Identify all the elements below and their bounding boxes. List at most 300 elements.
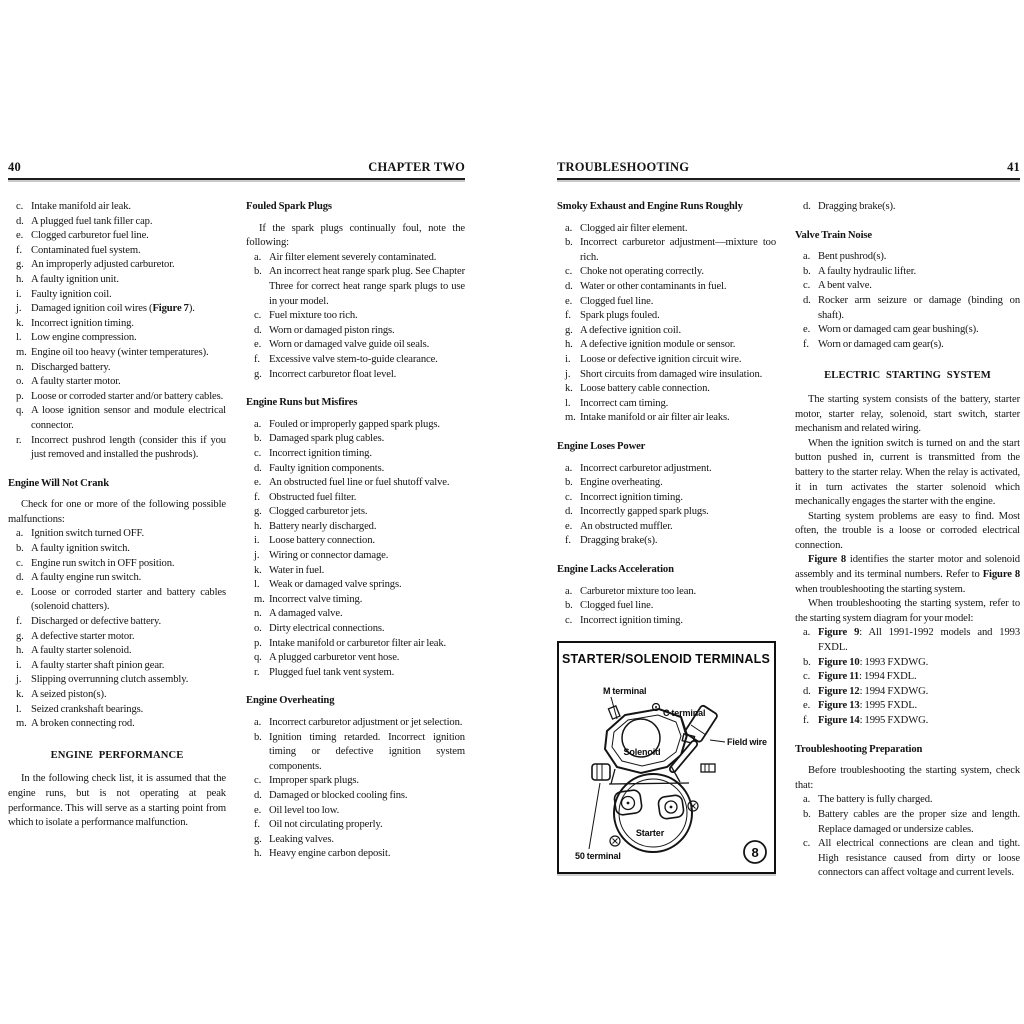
list-item	[8, 557, 226, 572]
list-item	[246, 447, 465, 462]
list-text: Engine run switch in OFF position.	[31, 557, 175, 569]
list-text: A damaged valve.	[269, 608, 343, 620]
list-text: Clogged carburetor jets.	[269, 506, 368, 518]
list-letter: r.	[16, 434, 22, 446]
list-letter: e.	[803, 700, 811, 712]
list-letter: d.	[254, 462, 262, 474]
list-item	[557, 236, 776, 265]
list-letter: b.	[254, 433, 262, 445]
list-text: Worn or damaged cam gear(s).	[818, 338, 944, 350]
list-letter: i.	[565, 353, 571, 365]
list-item	[795, 200, 1020, 215]
list-letter: b.	[16, 543, 24, 555]
list-letter: j.	[565, 368, 571, 380]
paragraph: Starting system problems are easy to find. Most often, the trouble is a loose or corroded electrical connection.	[795, 510, 1020, 551]
paragraph: Check for one or more of the following possible malfunctions:	[8, 499, 226, 525]
chapter-title: CHAPTER TWO	[368, 160, 465, 174]
subsection-heading: Engine Overheating	[246, 695, 335, 707]
list-letter: d.	[565, 506, 573, 518]
list-text: Incorrectly gapped spark plugs.	[580, 506, 709, 518]
list-text: Worn or damaged piston rings.	[269, 324, 395, 336]
list-letter: a.	[254, 418, 262, 430]
list-letter: d.	[254, 324, 262, 336]
list-letter: e.	[803, 324, 811, 336]
list-item	[246, 309, 465, 324]
list-text: Faulty ignition coil.	[31, 288, 112, 300]
list-item	[246, 491, 465, 506]
list-letter: l.	[254, 579, 260, 591]
list-item	[8, 317, 226, 332]
list-item	[795, 837, 1020, 881]
list-text: Carburetor mixture too lean.	[580, 585, 697, 597]
list-item	[246, 774, 465, 789]
list-letter: g.	[254, 368, 262, 380]
list-item	[246, 462, 465, 477]
list-item	[557, 614, 776, 629]
list-letter: a.	[803, 627, 811, 639]
list-letter: j.	[254, 550, 260, 562]
list-item	[557, 520, 776, 535]
lettered-list	[795, 250, 1020, 352]
list-item	[246, 804, 465, 819]
list-letter: b.	[565, 237, 573, 249]
subsection-heading: Smoky Exhaust and Engine Runs Roughly	[557, 201, 743, 212]
list-item	[8, 390, 226, 405]
list-letter: m.	[16, 346, 27, 358]
list-letter: a.	[565, 462, 573, 474]
starter-solenoid-diagram	[559, 643, 774, 872]
list-item	[557, 505, 776, 520]
list-item	[8, 331, 226, 346]
terminal-50-label: 50 terminal	[575, 851, 621, 862]
list-letter: d.	[565, 280, 573, 292]
list-text: Bent pushrod(s).	[818, 251, 887, 263]
lettered-list	[795, 793, 1020, 881]
right-page-column-2	[795, 200, 1020, 881]
list-item	[557, 265, 776, 280]
paragraph: Before troubleshooting the starting system, check that:	[795, 765, 1020, 791]
list-text: A defective starter motor.	[31, 630, 135, 642]
list-item	[246, 833, 465, 848]
list-item	[8, 361, 226, 376]
field-wire-label: Field wire	[727, 737, 767, 748]
right-page	[557, 160, 1020, 881]
list-text: Dragging brake(s).	[818, 201, 896, 212]
list-letter: f.	[254, 353, 260, 365]
paragraph: Figure 8 identifies the starter motor and solenoid assembly and its terminal numbers. Refer to Figure 8 when troubleshooting the starting system.	[795, 554, 1021, 595]
list-text: Dragging brake(s).	[580, 535, 658, 547]
list-letter: m.	[16, 718, 27, 730]
list-item	[795, 656, 1020, 671]
figure-number: 8	[751, 845, 759, 861]
lettered-list	[246, 716, 465, 862]
list-text: A faulty starter shaft pinion gear.	[31, 659, 165, 671]
list-letter: l.	[16, 332, 22, 344]
paragraph: In the following check list, it is assumed that the engine runs, but is not operating at peak performance. This will serve as a starting point from which to isolate a performance malfunction.	[8, 773, 226, 829]
list-text: Heavy engine carbon deposit.	[269, 848, 391, 860]
list-text: A plugged carburetor vent hose.	[269, 652, 400, 664]
list-letter: e.	[565, 520, 573, 532]
list-letter: n.	[16, 361, 24, 373]
list-text: Incorrect ignition timing.	[31, 317, 134, 329]
paragraph: When the ignition switch is turned on and the start button pushed in, current is transmitted from the battery to the starter relay. When the relay is activated, it in turn activates the starter solenoid which mechanically engages the starter with the engine.	[795, 437, 1020, 508]
list-letter: c.	[16, 557, 24, 569]
list-letter: h.	[254, 848, 262, 860]
list-letter: f.	[565, 310, 571, 322]
list-item	[246, 476, 465, 491]
list-text: A loose ignition sensor and module electrical connector.	[31, 405, 226, 431]
list-item	[8, 542, 226, 557]
list-text: A faulty ignition unit.	[31, 273, 119, 285]
list-item	[246, 731, 465, 775]
list-letter: f.	[803, 338, 809, 350]
list-text: Faulty ignition components.	[269, 462, 385, 474]
list-letter: f.	[16, 244, 22, 256]
list-text: Incorrect valve timing.	[269, 593, 363, 605]
c-terminal-label: C terminal	[663, 708, 706, 719]
list-letter: h.	[254, 520, 262, 532]
list-letter: k.	[254, 564, 262, 576]
list-text: Fuel mixture too rich.	[269, 310, 358, 322]
list-item	[557, 338, 776, 353]
list-letter: b.	[803, 265, 811, 277]
list-text: Figure 13: 1995 FXDL.	[818, 700, 918, 712]
list-item	[557, 599, 776, 614]
list-item	[557, 397, 776, 412]
list-letter: b.	[565, 600, 573, 612]
list-letter: e.	[16, 586, 24, 598]
list-item	[557, 280, 776, 295]
list-text: Damaged spark plug cables.	[269, 433, 385, 445]
list-item	[246, 251, 465, 266]
list-letter: f.	[803, 715, 809, 726]
list-text: Worn or damaged valve guide oil seals.	[269, 339, 430, 351]
list-text: Battery nearly discharged.	[269, 520, 377, 532]
section-heading: ENGINE PERFORMANCE	[50, 749, 184, 761]
list-text: Seized crankshaft bearings.	[31, 703, 144, 715]
list-text: A faulty engine run switch.	[31, 572, 142, 584]
list-letter: l.	[565, 397, 571, 409]
list-text: An obstructed fuel line or fuel shutoff valve.	[269, 477, 450, 489]
list-letter: c.	[254, 775, 262, 787]
list-item	[557, 411, 776, 426]
list-item	[8, 288, 226, 303]
subsection-heading: Engine Lacks Acceleration	[557, 564, 674, 576]
list-item	[8, 717, 226, 732]
page-number-left: 40	[8, 160, 21, 174]
subsection-heading: Fouled Spark Plugs	[246, 201, 332, 212]
list-text: Dirty electrical connections.	[269, 623, 385, 635]
list-letter: c.	[565, 614, 573, 626]
list-letter: g.	[254, 506, 262, 518]
list-text: Incorrect ignition timing.	[580, 614, 683, 626]
list-item	[8, 586, 226, 615]
list-text: Figure 11: 1994 FXDL.	[818, 671, 917, 683]
list-letter: a.	[565, 222, 573, 234]
list-text: A defective ignition coil.	[580, 324, 682, 336]
list-text: Ignition timing retarded. Incorrect ignition timing or defective ignition system components.	[269, 731, 465, 772]
list-text: Intake manifold or air filter air leaks.	[580, 412, 730, 424]
list-text: Discharged battery.	[31, 361, 111, 373]
list-text: Clogged fuel line.	[580, 600, 654, 612]
list-text: Clogged air filter element.	[580, 222, 688, 234]
list-item	[246, 651, 465, 666]
list-text: Clogged carburetor fuel line.	[31, 230, 149, 242]
left-page	[8, 160, 465, 862]
list-item	[557, 585, 776, 600]
list-item	[8, 630, 226, 645]
list-item	[8, 229, 226, 244]
list-text: Plugged fuel tank vent system.	[269, 666, 395, 678]
list-letter: m.	[565, 412, 576, 424]
list-letter: g.	[16, 630, 24, 642]
list-text: Loose or corroded starter and/or battery cables.	[31, 390, 224, 402]
list-text: Figure 14: 1995 FXDWG.	[818, 715, 929, 726]
list-letter: e.	[254, 477, 262, 489]
list-text: Improper spark plugs.	[269, 775, 359, 787]
list-letter: o.	[254, 623, 262, 635]
lettered-list	[246, 418, 465, 681]
list-text: Damaged or blocked cooling fins.	[269, 789, 408, 801]
list-item	[246, 353, 465, 368]
list-item	[8, 615, 226, 630]
figure-title: STARTER/SOLENOID TERMINALS	[561, 652, 771, 667]
list-text: Choke not operating correctly.	[580, 266, 704, 278]
list-text: Spark plugs fouled.	[580, 310, 660, 322]
list-text: An improperly adjusted carburetor.	[31, 259, 175, 271]
list-item	[8, 673, 226, 688]
list-letter: h.	[16, 273, 24, 285]
list-item	[795, 279, 1020, 294]
list-item	[246, 324, 465, 339]
list-item	[8, 571, 226, 586]
paragraph: When troubleshooting the starting system, refer to the starting system diagram for your model:	[795, 598, 1020, 624]
section-heading: ELECTRIC STARTING SYSTEM	[824, 370, 991, 382]
list-text: Figure 10: 1993 FXDWG.	[818, 656, 929, 668]
list-item	[246, 607, 465, 622]
list-item	[795, 250, 1020, 265]
list-text: Incorrect ignition timing.	[580, 491, 683, 503]
list-letter: b.	[803, 808, 811, 820]
list-letter: k.	[16, 317, 24, 329]
list-item	[246, 789, 465, 804]
list-letter: j.	[16, 303, 22, 315]
list-text: Rocker arm seizure or damage (binding on shaft).	[818, 294, 1020, 321]
list-item	[557, 534, 776, 549]
list-item	[246, 368, 465, 383]
list-item	[246, 418, 465, 433]
list-text: Fouled or improperly gapped spark plugs.	[269, 418, 440, 430]
list-text: Incorrect carburetor adjustment—mixture too rich.	[580, 237, 776, 263]
list-item	[8, 703, 226, 718]
list-letter: e.	[254, 339, 262, 351]
list-text: Figure 12: 1994 FXDWG.	[818, 685, 929, 697]
list-item	[246, 549, 465, 564]
list-text: Intake manifold or carburetor filter air leak.	[269, 637, 447, 649]
right-page-column-1-text	[557, 200, 776, 628]
list-item	[8, 302, 226, 317]
list-letter: c.	[803, 280, 811, 292]
page-number-right: 41	[1007, 160, 1020, 174]
list-letter: d.	[803, 685, 811, 697]
list-letter: k.	[565, 383, 573, 395]
lettered-list	[795, 200, 1020, 215]
starter-label: Starter	[635, 828, 665, 839]
list-letter: l.	[16, 703, 22, 715]
list-item	[8, 375, 226, 390]
list-letter: d.	[803, 294, 811, 306]
list-text: The battery is fully charged.	[818, 794, 933, 806]
lettered-list	[557, 462, 776, 550]
lettered-list	[557, 585, 776, 629]
list-item	[8, 644, 226, 659]
subsection-heading: Valve Train Noise	[795, 229, 873, 241]
list-letter: c.	[254, 310, 262, 322]
list-item	[795, 265, 1020, 280]
list-letter: d.	[16, 572, 24, 584]
list-letter: d.	[16, 215, 24, 227]
subsection-heading: Engine Will Not Crank	[8, 477, 109, 489]
list-item	[8, 200, 226, 215]
list-letter: p.	[16, 390, 24, 402]
left-page-column-1	[8, 200, 226, 862]
list-text: Engine oil too heavy (winter temperatures).	[31, 346, 209, 358]
list-text: Damaged ignition coil wires (Figure 7).	[31, 303, 195, 315]
list-letter: b.	[254, 731, 262, 743]
list-item	[795, 685, 1020, 700]
list-text: Incorrect ignition timing.	[269, 447, 372, 459]
list-text: Excessive valve stem-to-guide clearance.	[269, 353, 438, 365]
list-letter: i.	[16, 659, 22, 671]
list-text: Engine overheating.	[580, 477, 663, 489]
list-item	[246, 520, 465, 535]
lettered-list	[557, 222, 776, 426]
lettered-list	[795, 626, 1020, 728]
list-letter: b.	[254, 266, 262, 278]
list-item	[246, 338, 465, 353]
list-text: A bent valve.	[818, 280, 872, 292]
list-letter: c.	[565, 266, 573, 278]
list-item	[795, 699, 1020, 714]
list-text: Water in fuel.	[269, 564, 325, 576]
list-text: Clogged fuel line.	[580, 295, 654, 307]
list-text: Wiring or connector damage.	[269, 550, 389, 562]
lettered-list	[246, 251, 465, 382]
list-item	[246, 593, 465, 608]
list-letter: f.	[254, 819, 260, 831]
list-letter: n.	[254, 608, 262, 620]
list-letter: e.	[254, 804, 262, 816]
list-text: Discharged or defective battery.	[31, 616, 161, 628]
list-item	[8, 688, 226, 703]
list-item	[557, 309, 776, 324]
list-item	[246, 716, 465, 731]
list-item	[557, 476, 776, 491]
solenoid-label: Solenoid	[623, 747, 661, 758]
list-letter: j.	[16, 674, 22, 686]
left-page-column-2	[246, 200, 465, 862]
list-text: Water or other contaminants in fuel.	[580, 280, 727, 292]
list-item	[8, 244, 226, 259]
list-item	[557, 382, 776, 397]
list-item	[246, 265, 465, 309]
right-page-column-1	[557, 200, 776, 881]
list-letter: o.	[16, 376, 24, 388]
list-item	[795, 714, 1020, 729]
list-item	[795, 294, 1020, 323]
list-text: Oil level too low.	[269, 804, 340, 816]
list-text: A defective ignition module or sensor.	[580, 339, 736, 351]
list-item	[795, 338, 1020, 353]
list-text: Ignition switch turned OFF.	[31, 528, 145, 540]
list-text: Leaking valves.	[269, 833, 334, 845]
list-text: Worn or damaged cam gear bushing(s).	[818, 324, 979, 336]
list-item	[246, 666, 465, 681]
list-letter: g.	[565, 324, 573, 336]
list-item	[8, 258, 226, 273]
list-letter: h.	[16, 645, 24, 657]
lettered-list	[8, 527, 226, 731]
list-text: A plugged fuel tank filler cap.	[31, 215, 153, 227]
list-item	[8, 434, 226, 463]
list-text: Loose or defective ignition circuit wire.	[580, 353, 742, 365]
list-item	[8, 404, 226, 433]
list-letter: f.	[254, 491, 260, 503]
list-letter: b.	[803, 656, 811, 668]
list-item	[795, 808, 1020, 837]
list-text: Low engine compression.	[31, 332, 137, 344]
list-letter: c.	[803, 838, 811, 850]
list-letter: d.	[803, 201, 811, 212]
list-text: Weak or damaged valve springs.	[269, 579, 402, 591]
list-text: A seized piston(s).	[31, 689, 107, 700]
subsection-heading: Engine Loses Power	[557, 440, 646, 452]
list-letter: g.	[16, 259, 24, 271]
list-letter: c.	[803, 671, 811, 683]
list-text: Incorrect carburetor adjustment or jet selection.	[269, 717, 463, 728]
list-letter: a.	[803, 794, 811, 806]
list-item	[246, 637, 465, 652]
list-text: All electrical connections are clean and tight. High resistance caused from dirty or loose connectors can affect voltage and current levels.	[818, 838, 1020, 879]
list-text: Battery cables are the proper size and length. Replace damaged or undersize cables.	[818, 808, 1020, 835]
list-item	[8, 659, 226, 674]
paragraph: If the spark plugs continually foul, note the following:	[246, 222, 465, 249]
list-letter: r.	[254, 666, 260, 678]
list-text: Short circuits from damaged wire insulation.	[580, 368, 763, 380]
list-text: Loose battery connection.	[269, 535, 375, 547]
list-letter: i.	[16, 288, 22, 300]
list-item	[246, 564, 465, 579]
list-letter: k.	[16, 689, 24, 700]
list-item	[246, 578, 465, 593]
list-letter: g.	[254, 833, 262, 845]
list-text: A faulty ignition switch.	[31, 543, 130, 555]
list-item	[795, 626, 1020, 655]
list-item	[795, 323, 1020, 338]
list-letter: p.	[254, 637, 262, 649]
list-item	[246, 847, 465, 862]
right-page-header	[557, 160, 1020, 180]
list-letter: e.	[565, 295, 573, 307]
list-letter: m.	[254, 593, 265, 605]
paragraph: The starting system consists of the battery, starter motor, starter relay, solenoid, start switch, starter mechanism and related wiring.	[795, 393, 1020, 435]
list-letter: a.	[16, 528, 24, 540]
list-text: A faulty starter solenoid.	[31, 645, 132, 657]
list-text: Incorrect cam timing.	[580, 397, 669, 409]
list-text: Obstructed fuel filter.	[269, 491, 357, 503]
list-text: Loose or corroded starter and battery cables (solenoid chatters).	[31, 586, 226, 613]
list-text: Air filter element severely contaminated.	[269, 251, 437, 263]
